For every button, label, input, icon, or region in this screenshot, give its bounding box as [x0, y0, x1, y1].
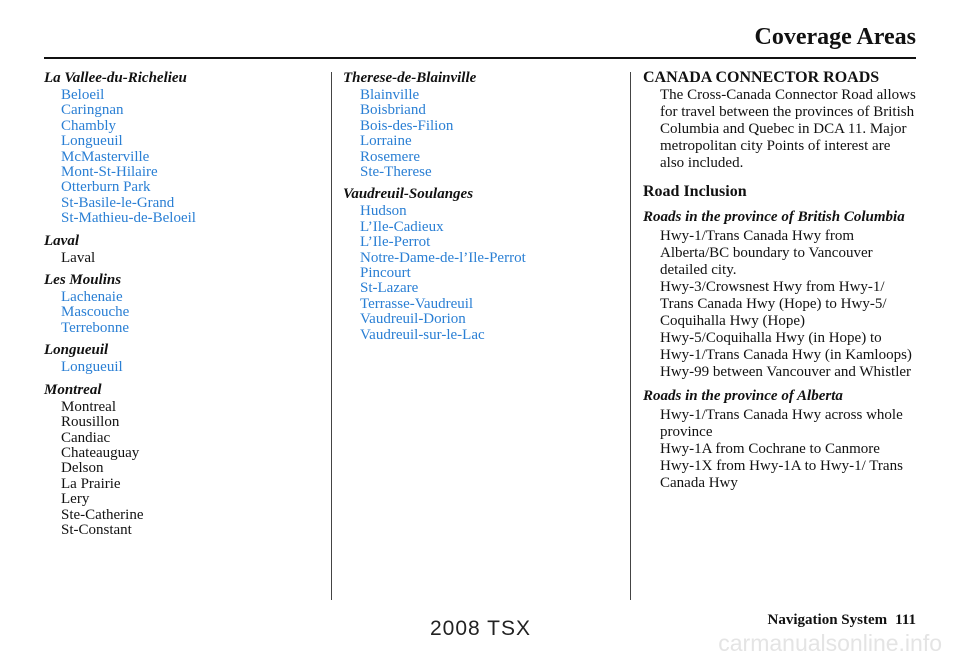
region-heading: Vaudreuil-Soulanges [343, 186, 474, 203]
city-link[interactable]: Bois-des-Filion [360, 117, 454, 134]
road-entry: Hwy-99 between Vancouver and Whistler [660, 364, 912, 380]
bc-roads-list [643, 228, 918, 381]
road-entry: Hwy-1/Trans Canada Hwy from Alberta/BC boundary to Vancouver detailed city. [660, 228, 873, 278]
region-heading: Longueuil [44, 342, 109, 359]
city-link[interactable]: Vaudreuil-Dorion [360, 311, 466, 328]
city-link[interactable]: Lachenaie [61, 289, 123, 306]
city-link[interactable]: Rosemere [360, 148, 420, 165]
city-item: Candiac [61, 429, 111, 446]
column-3 [643, 68, 918, 492]
city-list [343, 204, 623, 343]
city-link[interactable]: Boisbriand [360, 102, 426, 119]
city-link[interactable]: Hudson [360, 203, 407, 220]
city-link[interactable]: St-Lazare [360, 280, 419, 297]
city-item: Montreal [61, 398, 116, 415]
city-link[interactable]: L’Ile-Cadieux [360, 218, 444, 235]
page-footer [768, 612, 916, 629]
bc-roads-heading: Roads in the province of British Columbia [643, 209, 905, 225]
city-link[interactable]: Mont-St-Hilaire [61, 164, 158, 181]
connector-roads-heading: CANADA CONNECTOR ROADS [643, 69, 880, 86]
region-heading: La Vallee-du-Richelieu [44, 70, 187, 86]
city-link[interactable]: Terrasse-Vaudreuil [360, 295, 474, 312]
city-item: Chateauguay [61, 444, 140, 461]
city-link[interactable]: L’Ile-Perrot [360, 234, 431, 251]
city-list [44, 88, 324, 227]
page-title: Coverage Areas [754, 24, 916, 50]
city-link[interactable]: Longueuil [61, 359, 123, 376]
column-1 [44, 68, 324, 542]
city-link[interactable]: St-Mathieu-de-Beloeil [61, 210, 196, 227]
city-item: Lery [61, 491, 90, 508]
city-item: Rousillon [61, 414, 120, 431]
city-link[interactable]: St-Basile-le-Grand [61, 194, 175, 211]
city-link[interactable]: Caringnan [61, 102, 124, 119]
vehicle-model: 2008 TSX [430, 617, 532, 640]
city-link[interactable]: Terrebonne [61, 319, 130, 336]
city-link[interactable]: Mascouche [61, 304, 130, 321]
road-entry: Hwy-1A from Cochrane to Canmore [660, 441, 880, 457]
city-item: St-Constant [61, 521, 132, 538]
region-heading: Therese-de-Blainville [343, 70, 477, 86]
region-heading: Montreal [44, 381, 102, 398]
city-link[interactable]: McMasterville [61, 148, 150, 165]
city-item: La Prairie [61, 475, 121, 492]
column-divider [630, 72, 631, 600]
alberta-roads-heading: Roads in the province of Alberta [643, 388, 843, 404]
city-link[interactable]: Blainville [360, 87, 420, 103]
watermark: carmanualsonline.info [718, 630, 942, 656]
road-entry: Hwy-1X from Hwy-1A to Hwy-1/ Trans Canada Hwy [660, 458, 903, 491]
road-entry: Hwy-5/Coquihalla Hwy (in Hope) to Hwy-1/Trans Canada Hwy (in Kamloops) [660, 330, 912, 363]
city-link[interactable]: Otterburn Park [61, 179, 151, 196]
city-list [44, 400, 324, 539]
city-list [44, 290, 324, 336]
column-2 [343, 68, 623, 347]
page-number: 111 [895, 612, 916, 628]
city-link[interactable]: Ste-Therese [360, 164, 432, 181]
region-heading: Laval [44, 232, 79, 249]
city-list [343, 88, 623, 180]
city-link[interactable]: Notre-Dame-de-l’Ile-Perrot [360, 249, 526, 266]
alberta-roads-list [643, 407, 918, 492]
city-link[interactable]: Lorraine [360, 133, 412, 150]
header-rule [44, 57, 916, 59]
city-list [44, 360, 324, 375]
city-item: Delson [61, 460, 104, 477]
section-name: Navigation System [767, 612, 888, 628]
city-list [44, 251, 324, 266]
city-link[interactable]: Vaudreuil-sur-le-Lac [360, 326, 485, 343]
road-entry: Hwy-3/Crowsnest Hwy from Hwy-1/ Trans Canada Hwy (Hope) to Hwy-5/ Coquihalla Hwy (Hope) [660, 279, 887, 329]
road-entry: Hwy-1/Trans Canada Hwy across whole province [660, 407, 903, 440]
connector-roads-text: The Cross-Canada Connector Road allows for travel between the provinces of British Columbia and Quebec in DCA 11. Major metropolitan city Points of interest are also included. [660, 87, 916, 171]
city-link[interactable]: Longueuil [61, 133, 123, 150]
city-item: Laval [61, 249, 96, 266]
city-link[interactable]: Pincourt [360, 265, 411, 282]
road-inclusion-heading: Road Inclusion [643, 183, 747, 200]
city-link[interactable]: Chambly [61, 117, 116, 134]
city-item: Ste-Catherine [61, 506, 144, 523]
city-link[interactable]: Beloeil [61, 87, 105, 103]
column-divider [331, 72, 332, 600]
region-heading: Les Moulins [44, 272, 122, 289]
